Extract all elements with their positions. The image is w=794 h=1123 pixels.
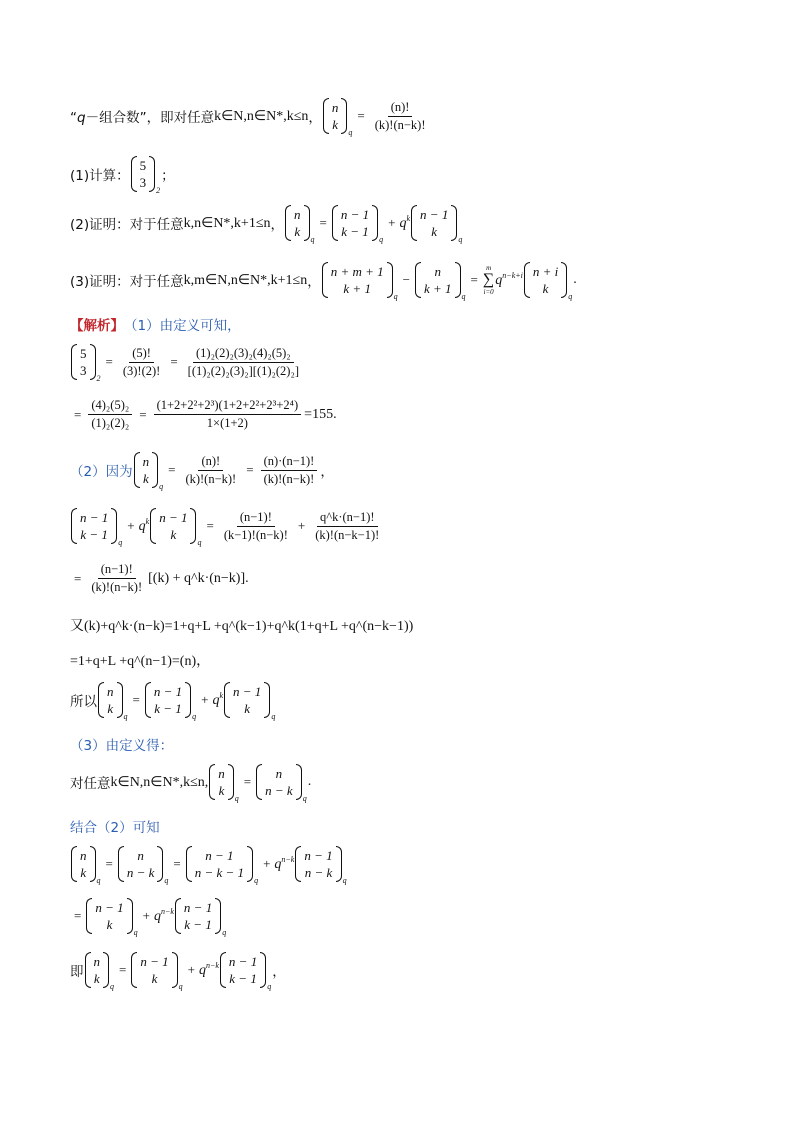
def-fraction: $\frac{(n)!}{(k)!(n-k)!}$ bbox=[374, 99, 426, 132]
step-3-line bbox=[70, 734, 173, 754]
comma: ， bbox=[308, 110, 322, 126]
combine-line bbox=[70, 816, 160, 836]
step-1: （1）由定义可知， bbox=[124, 318, 241, 334]
comma: ， bbox=[320, 464, 334, 480]
calc-line-1: 5 3 2 = $\frac{(5)!}{(3)!(2)!}$ = $\frac{\text{(1)₂(2)₂(3)₂(4)₂(5)₂}}{\text{[(1)₂(2)₂(3)₂][(1)₂(2)₂]}}$ bbox=[70, 344, 305, 380]
period: . bbox=[573, 272, 577, 287]
calc-line-5: = $\frac{(n-1)!}{(k)!(n-k)!}$ [(k) + q^k·(n−k)]. bbox=[74, 562, 249, 594]
semicolon: ； bbox=[161, 168, 175, 184]
problem-3-condition: k,m∈N,n∈N*,k+1≤n bbox=[183, 272, 308, 288]
calc-line-2: = $\frac{\text{(4)₂(5)₂}}{\text{(1)₂(2)₂}}$ = $\frac{\text{(1+2+2²+2³)(1+2+2²+2³+2⁴)}}{1\times(1+2)}$ =155. bbox=[74, 398, 337, 430]
problem-1 bbox=[70, 156, 175, 195]
intro-line: “q－组合数”，即对任意 k∈N,n∈N*,k≤n ， n k q = $\frac{(n)!}{(k)!(n-k)!}$ bbox=[70, 98, 432, 134]
step-2-line: （2）因为 n k q = $\frac{(n)!}{(k)!(n-k)!}$ = $\frac{(n)\cdot(n-1)!}{(k)!(n-k)!}$ ， bbox=[70, 453, 334, 491]
step-2: （2）因为 bbox=[70, 464, 133, 480]
so-line: 所以 n k q = n − 1 k − 1 q + $q^k$ n − 1 k q bbox=[70, 684, 276, 721]
calc-line-4: n − 1 k − 1 q + $q^k$ n − 1 k q = $\frac{(n-1)!}{(k-1)!(n-k)!}$ + $\frac{q\^{}k\cdot(n-1)!}{(k)!(n-k-1)!}$ bbox=[70, 508, 385, 544]
problem-2-label: (2)证明：对于任意 bbox=[70, 217, 184, 233]
ie-line: 即 n k q = n − 1 k q + $q^{n-k}$ n − 1 k − 1 q ， bbox=[70, 954, 286, 991]
symmetry-line: 对任意 k∈N,n∈N*,k≤n, n k q = n n − k q . bbox=[70, 766, 312, 803]
sigma: m ∑ i=0 bbox=[482, 264, 495, 296]
problem-2-condition: k,n∈N*,k+1≤n bbox=[183, 215, 271, 231]
combine-label: 结合（2）可知 bbox=[70, 820, 160, 836]
bracket-expr: [(k) + q^k·(n−k)]. bbox=[148, 570, 249, 586]
intro-text: “q－组合数”，即对任意 bbox=[70, 110, 215, 126]
calc-line-12: n k q = n n − k q = n − 1 n − k − 1 q + $q^{n-k}$ n − 1 n − k q bbox=[70, 846, 348, 882]
calc-line-6 bbox=[70, 615, 413, 635]
intro-condition: k∈N,n∈N*,k≤n bbox=[214, 108, 309, 124]
calc-line-7 bbox=[70, 650, 210, 670]
solution-label: 【解析】 bbox=[70, 318, 124, 334]
step-3: （3）由定义得： bbox=[70, 738, 174, 754]
expansion-result: =1+q+L +q^(n−1)=(n)， bbox=[70, 654, 211, 669]
problem-3-label: (3)证明：对于任意 bbox=[70, 274, 184, 290]
problem-3: (3)证明：对于任意 k,m∈N,n∈N*,k+1≤n ， n + m + 1 k + 1 q − n k + 1 q = m ∑ i=0 $q^{n-k+i}$ n + i k q . bbox=[70, 264, 577, 301]
comma: ， bbox=[307, 274, 321, 290]
binom-n-k: n k q bbox=[323, 98, 353, 134]
problem-2: (2)证明：对于任意 k,n∈N*,k+1≤n ， n k q = n − 1 k − 1 q + $q^k$ n − 1 k q bbox=[70, 207, 463, 244]
therefore-label: 所以 bbox=[70, 694, 97, 710]
expansion: 又(k)+q^k·(n−k)=1+q+L +q^(k−1)+q^k(1+q+L +q^(n−k−1)) bbox=[70, 619, 414, 634]
ie-label: 即 bbox=[70, 964, 84, 980]
comma: ， bbox=[270, 217, 285, 233]
result: =155. bbox=[304, 406, 337, 422]
solution-head bbox=[70, 314, 241, 334]
problem-1-label: (1)计算： bbox=[70, 168, 130, 184]
comma: ， bbox=[272, 964, 286, 980]
for-any: 对任意 bbox=[70, 776, 111, 792]
condition: k∈N,n∈N*,k≤n, bbox=[110, 774, 209, 790]
calc-line-13: = n − 1 k q + $q^{n-k}$ n − 1 k − 1 q bbox=[74, 900, 227, 937]
binom-5-3: 5 3 2 bbox=[131, 156, 161, 192]
